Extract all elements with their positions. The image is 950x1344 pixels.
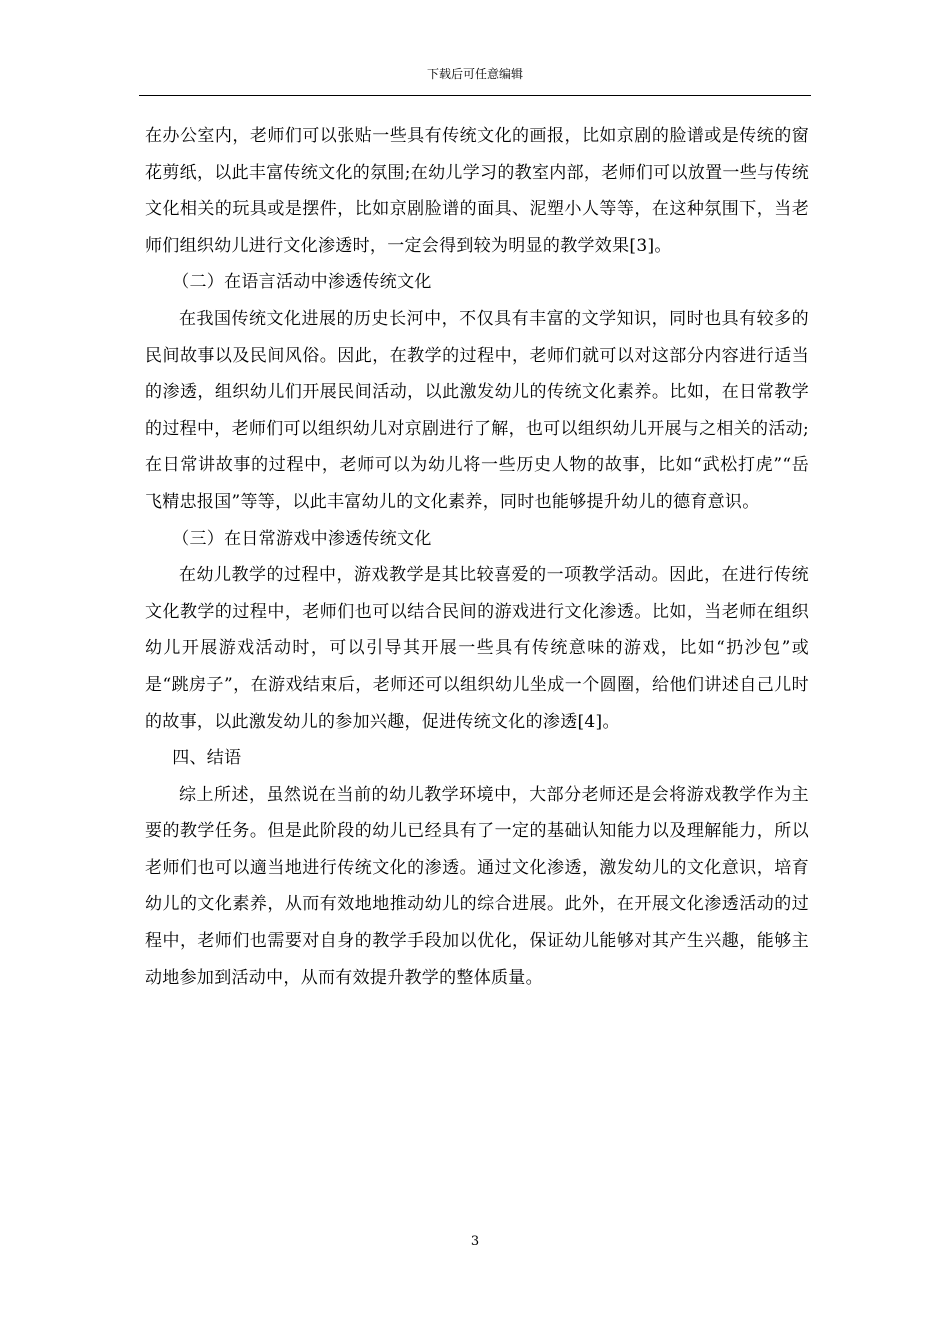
section-heading-language-activities: （二）在语言活动中渗透传统文化 [172,272,432,293]
paragraph-daily-games: 在幼儿教学的过程中，游戏教学是其比较喜爱的一项教学活动。因此，在进行传统文化教学的过程中，老师们也可以结合民间的游戏进行文化渗透。比如，当老师在组织幼儿开展游戏活动时，可以引导其开展一些具有传统意味的游戏，比如“扔沙包”或是“跳房子”，在游戏结束后，老师还可以组织幼儿坐成一个圆圈，给他们讲述自己儿时的故事，以此激发幼儿的参加兴趣，促进传统文化的渗透[4]。 [145,565,809,732]
paragraph-language-activities: 在我国传统文化进展的历史长河中，不仅具有丰富的文学知识，同时也具有较多的民间故事以及民间风俗。因此，在教学的过程中，老师们就可以对这部分内容进行适当的渗透，组织幼儿们开展民间活动，以此激发幼儿的传统文化素养。比如，在日常教学的过程中，老师们可以组织幼儿对京剧进行了解，也可以组织幼儿开展与之相关的活动;在日常讲故事的过程中，老师可以为幼儿将一些历史人物的故事，比如“武松打虎”“岳飞精忠报国”等等，以此丰富幼儿的文化素养，同时也能够提升幼儿的德育意识。 [145,308,809,512]
header-divider [139,95,811,96]
document-body [145,118,809,996]
paragraph-atmosphere: 在办公室内，老师们可以张贴一些具有传统文化的画报，比如京剧的脸谱或是传统的窗花剪纸，以此丰富传统文化的氛围;在幼儿学习的教室内部，老师们可以放置一些与传统文化相关的玩具或是摆件，比如京剧脸谱的面具、泥塑小人等等，在这种氛围下，当老师们组织幼儿进行文化渗透时，一定会得到较为明显的教学效果[3]。 [145,126,809,256]
page-header: 下载后可任意编辑 [426,67,523,81]
section-heading-conclusion: 四、结语 [172,748,242,769]
paragraph-conclusion: 综上所述，虽然说在当前的幼儿教学环境中，大部分老师还是会将游戏教学作为主要的教学任务。但是此阶段的幼儿已经具有了一定的基础认知能力以及理解能力，所以老师们也可以適当地进行传统文化的渗透。通过文化渗透，激发幼儿的文化意识，培育幼儿的文化素养，从而有效地地推动幼儿的综合进展。此外，在开展文化渗透活动的过程中，老师们也需要对自身的教学手段加以优化，保证幼儿能够对其产生兴趣，能够主动地参加到活动中，从而有效提升教学的整体质量。 [145,784,809,988]
section-heading-daily-games: （三）在日常游戏中渗透传统文化 [172,528,432,549]
page-number: 3 [470,1234,480,1249]
